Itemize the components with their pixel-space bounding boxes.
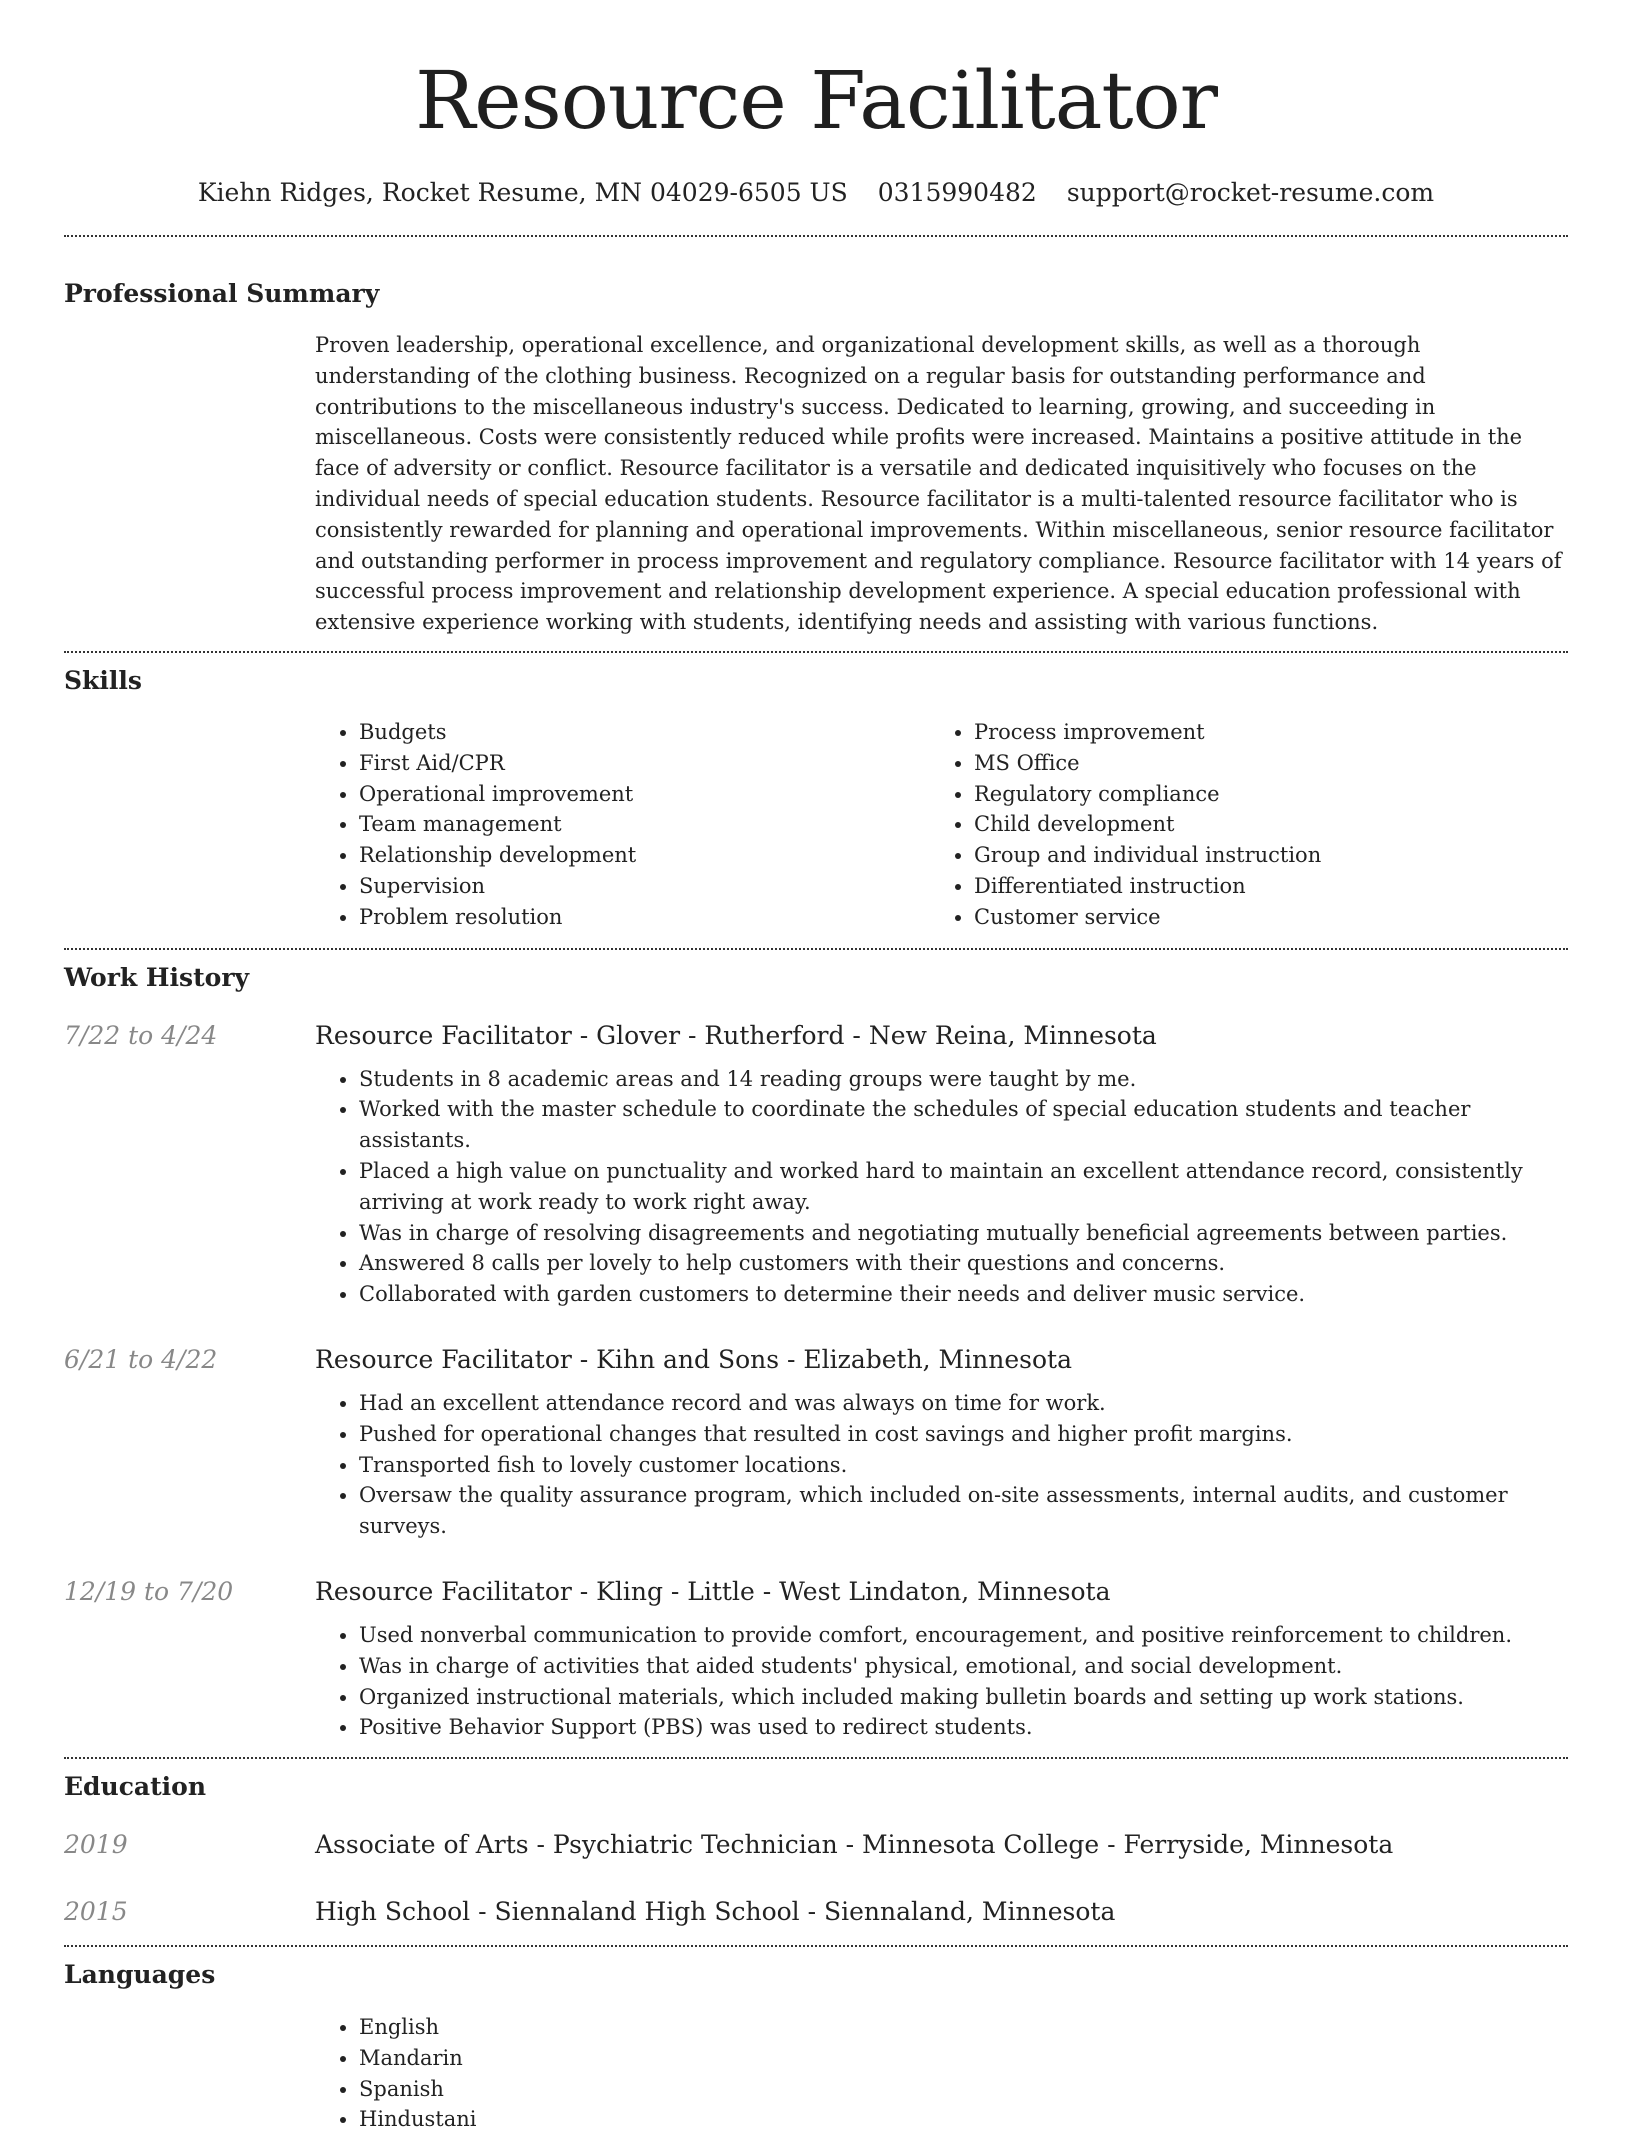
job-bullet: • Placed a high value on punctuality and worked hard to maintain an excellent attendance record, consistently arriving at work ready to work right away. [359, 1156, 1568, 1218]
skill-item: • Operational improvement [359, 779, 930, 810]
skill-item: • Team management [359, 809, 930, 840]
skill-item: • Problem resolution [359, 902, 930, 933]
skill-item: • MS Office [974, 748, 1545, 779]
skill-item: • Budgets [359, 717, 930, 748]
education-year: 2015 [64, 1897, 128, 1927]
languages-heading: Languages [64, 1960, 216, 1990]
language-item: • Hindustani [359, 2104, 1568, 2135]
job-bullet: • Worked with the master schedule to coordinate the schedules of special education students and teacher assistants. [359, 1094, 1568, 1156]
languages-list [315, 2012, 1568, 2135]
job-dates: 7/22 to 4/24 [64, 1020, 218, 1050]
skill-item: • Differentiated instruction [974, 871, 1545, 902]
skills-heading: Skills [64, 665, 142, 695]
skill-item: • First Aid/CPR [359, 748, 930, 779]
skill-item: • Child development [974, 809, 1545, 840]
education-section [64, 1759, 1568, 1929]
skill-item: • Relationship development [359, 840, 930, 871]
job-bullet: • Had an excellent attendance record and was always on time for work. [359, 1388, 1568, 1419]
education-entry [64, 1828, 1568, 1862]
job-bullet: • Was in charge of resolving disagreements and negotiating mutually beneficial agreements between parties. [359, 1218, 1568, 1249]
work-heading: Work History [64, 962, 250, 992]
education-year: 2019 [64, 1830, 128, 1860]
job-bullet: • Students in 8 academic areas and 14 reading groups were taught by me. [359, 1064, 1568, 1095]
job-dates: 6/21 to 4/22 [64, 1344, 218, 1374]
job-bullet: • Pushed for operational changes that resulted in cost savings and higher profit margins. [359, 1419, 1568, 1450]
resume-name: Resource Facilitator [415, 54, 1217, 147]
language-item: • Mandarin [359, 2043, 1568, 2074]
skills-list-right [930, 717, 1545, 933]
languages-section [64, 1947, 1568, 2135]
job-bullet: • Collaborated with garden customers to determine their needs and deliver music service. [359, 1279, 1568, 1310]
job-entry [64, 1343, 1568, 1542]
job-bullet: • Was in charge of activities that aided students' physical, emotional, and social development. [359, 1651, 1568, 1682]
job-heading: Resource Facilitator - Kling - Little - West Lindaton, Minnesota [315, 1576, 1111, 1606]
contact-email: support@rocket-resume.com [1066, 178, 1435, 207]
skills-section [64, 653, 1568, 933]
job-bullets [315, 1620, 1568, 1743]
language-item: • Spanish [359, 2074, 1568, 2105]
summary-section [64, 237, 1568, 638]
job-bullet: • Positive Behavior Support (PBS) was used to redirect students. [359, 1712, 1568, 1743]
work-section [64, 950, 1568, 1744]
job-entry [64, 1575, 1568, 1743]
job-bullet: • Organized instructional materials, which included making bulletin boards and setting up work stations. [359, 1682, 1568, 1713]
education-heading: Education [64, 1772, 207, 1802]
contact-phone: 0315990482 [877, 178, 1037, 207]
resume-page [64, 0, 1568, 2135]
contact-line [64, 176, 1568, 210]
job-heading: Resource Facilitator - Glover - Rutherford - New Reina, Minnesota [315, 1020, 1157, 1050]
education-heading-text: High School - Siennaland High School - Siennaland, Minnesota [315, 1897, 1116, 1927]
skill-item: • Supervision [359, 871, 930, 902]
job-dates: 12/19 to 7/20 [64, 1576, 234, 1606]
contact-address: Kiehn Ridges, Rocket Resume, MN 04029-6505 US [197, 178, 848, 207]
job-bullet: • Answered 8 calls per lovely to help customers with their questions and concerns. [359, 1248, 1568, 1279]
skill-item: • Regulatory compliance [974, 779, 1545, 810]
education-heading-text: Associate of Arts - Psychiatric Technician - Minnesota College - Ferryside, Minnesota [315, 1830, 1394, 1860]
skill-item: • Customer service [974, 902, 1545, 933]
job-bullets [315, 1064, 1568, 1310]
summary-heading: Professional Summary [64, 279, 380, 308]
job-bullet: • Transported fish to lovely customer locations. [359, 1450, 1568, 1481]
job-bullet: • Used nonverbal communication to provide comfort, encouragement, and positive reinforcement to children. [359, 1620, 1568, 1651]
skill-item: • Process improvement [974, 717, 1545, 748]
job-bullet: • Oversaw the quality assurance program, which included on-site assessments, internal audits, and customer surveys. [359, 1480, 1568, 1542]
language-item: • English [359, 2012, 1568, 2043]
summary-text: Proven leadership, operational excellence, and organizational development skills, as well as a thorough understanding of the clothing business. Recognized on a regular basis for outstanding performance and contributions to the miscellaneous industry's success. Dedicated to learning, growing, and succeeding in miscellaneous. Costs were consistently reduced while profits were increased. Maintains a positive attitude in the face of adversity or conflict. Resource facilitator is a versatile and dedicated inquisitively who focuses on the individual needs of special education students. Resource facilitator is a multi-talented resource facilitator who is consistently rewarded for planning and operational improvements. Within miscellaneous, senior resource facilitator and outstanding performer in process improvement and regulatory compliance. Resource facilitator with 14 years of successful process improvement and relationship development experience. A special education professional with extensive experience working with students, identifying needs and assisting with various functions. [315, 333, 1562, 635]
job-entry [64, 1019, 1568, 1310]
job-bullets [315, 1388, 1568, 1542]
skills-list-left [315, 717, 930, 933]
skill-item: • Group and individual instruction [974, 840, 1545, 871]
job-heading: Resource Facilitator - Kihn and Sons - Elizabeth, Minnesota [315, 1344, 1072, 1374]
education-entry [64, 1895, 1568, 1929]
